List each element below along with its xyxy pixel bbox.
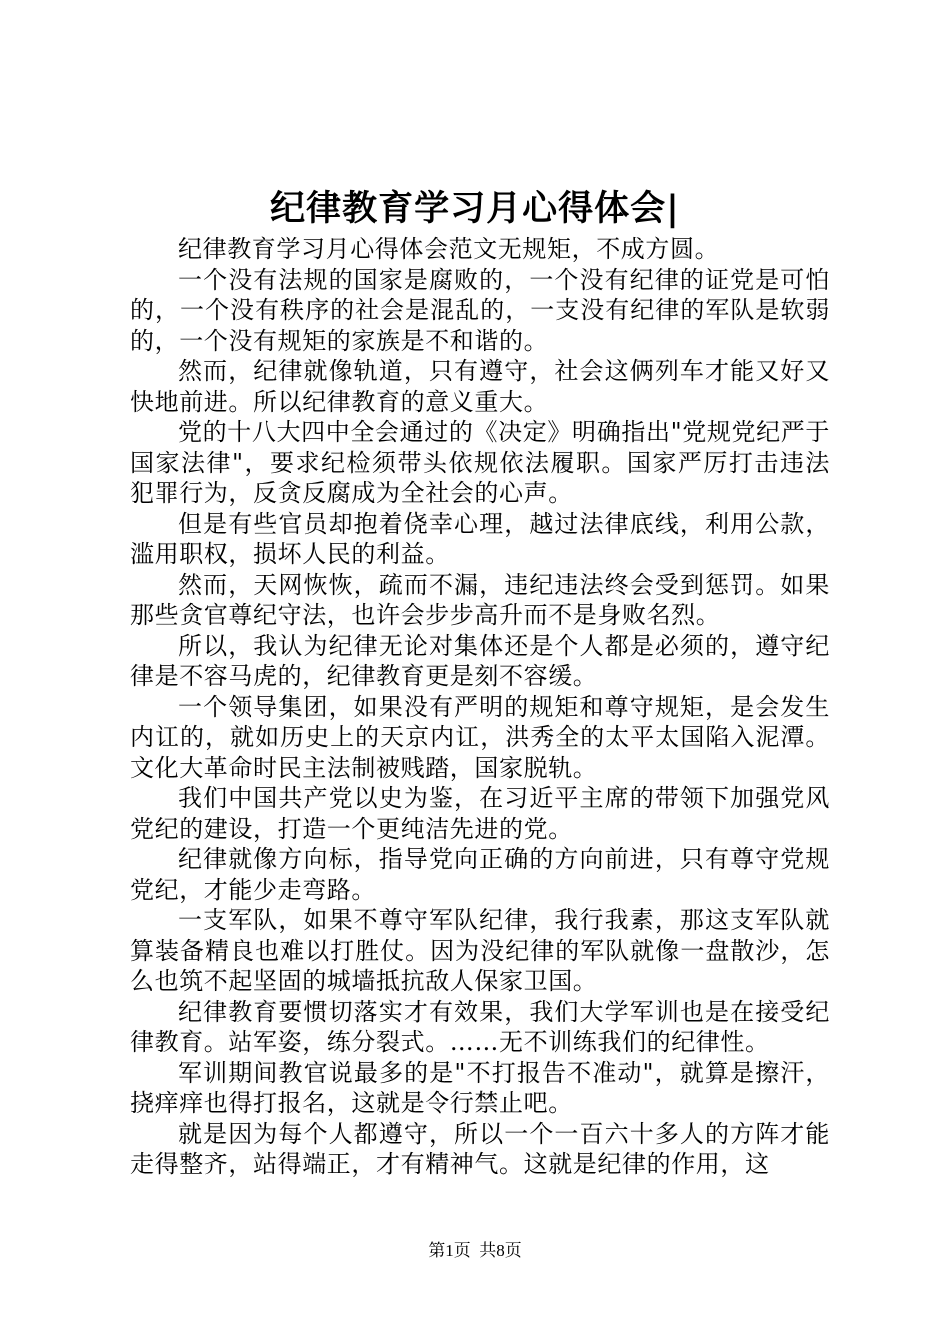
document-title: 纪律教育学习月心得体会|: [270, 188, 680, 229]
page-number: 第1页: [428, 1241, 471, 1260]
paragraph: 就是因为每个人都遵守，所以一个一百六十多人的方阵才能走得整齐，站得端正，才有精神气。这就是纪律的作用，这: [130, 1119, 830, 1178]
footer-spacer: [471, 1241, 480, 1260]
paragraph: 党的十八大四中全会通过的《决定》明确指出"党规党纪严于国家法律"，要求纪检须带头依规依法履职。国家严厉打击违法犯罪行为，反贪反腐成为全社会的心声。: [130, 418, 830, 507]
paragraph: 一个领导集团，如果没有严明的规矩和尊守规矩，是会发生内讧的，就如历史上的天京内讧，洪秀全的太平太国陷入泥潭。文化大革命时民主法制被贱踏，国家脱轨。: [130, 692, 830, 782]
paragraph: 军训期间教官说最多的是"不打报告不准动"，就算是擦汗，挠痒痒也得打报名，这就是令行禁止吧。: [130, 1058, 830, 1117]
document-body: [130, 234, 830, 1180]
paragraph: 然而，纪律就像轨道，只有遵守，社会这俩列车才能又好又快地前进。所以纪律教育的意义重大。: [130, 357, 830, 416]
paragraph: 但是有些官员却抱着侥幸心理，越过法律底线，利用公款，滥用职权，损坏人民的利益。: [130, 509, 830, 568]
paragraph: 纪律就像方向标，指导党向正确的方向前进，只有尊守党规党纪，才能少走弯路。: [130, 845, 830, 904]
paragraph: 然而，天网恢恢，疏而不漏，违纪违法终会受到惩罚。如果那些贪官尊纪守法，也许会步步高升而不是身败名烈。: [130, 570, 830, 629]
paragraph: 纪律教育学习月心得体会范文无规矩，不成方圆。: [178, 235, 720, 263]
paragraph: 我们中国共产党以史为鉴，在习近平主席的带领下加强党风党纪的建设，打造一个更纯洁先进的党。: [130, 784, 830, 843]
page-total: 共8页: [479, 1241, 522, 1260]
paragraph: 一个没有法规的国家是腐败的，一个没有纪律的证党是可怕的，一个没有秩序的社会是混乱的，一支没有纪律的军队是软弱的，一个没有规矩的家族是不和谐的。: [130, 265, 830, 355]
paragraph: 一支军队，如果不尊守军队纪律，我行我素，那这支军队就算装备精良也难以打胜仗。因为没纪律的军队就像一盘散沙，怎么也筑不起坚固的城墙抵抗敌人保家卫国。: [130, 906, 830, 995]
paragraph: 纪律教育要惯切落实才有效果，我们大学军训也是在接受纪律教育。站军姿，练分裂式。……无不训练我们的纪律性。: [130, 997, 830, 1056]
page-footer: [0, 1240, 950, 1262]
paragraph: 所以，我认为纪律无论对集体还是个人都是必须的，遵守纪律是不容马虎的，纪律教育更是刻不容缓。: [130, 631, 830, 690]
